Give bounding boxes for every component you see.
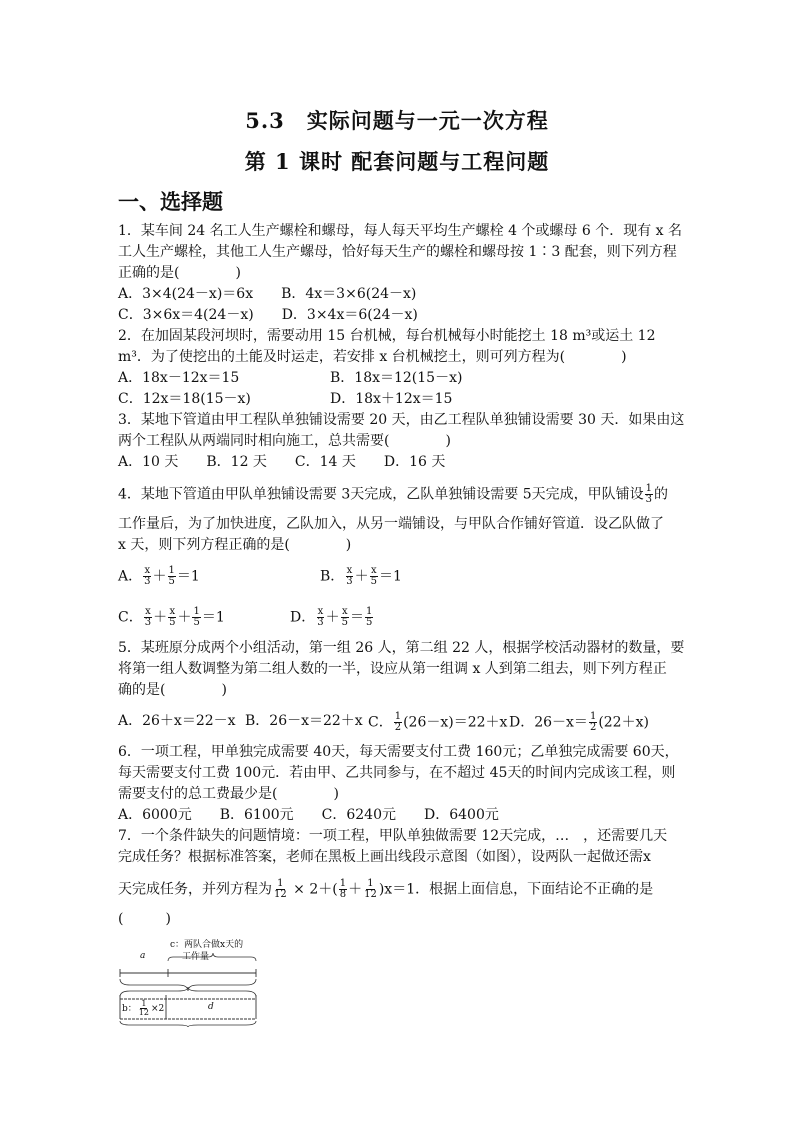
- q2-line-2: m³．为了使挖出的土能及时运走，若安排 x 台机械挖土，则可列方程为( ): [118, 349, 627, 365]
- diagram-label-b: b： $\frac{1}{12}$ ×2: [122, 999, 165, 1017]
- q2-option-b: B．18x＝12(15－x): [330, 370, 463, 386]
- diagram-label-d: d: [208, 1002, 214, 1012]
- q1-options-cd: C．3×6x＝4(24－x) D．3×4x＝6(24－x): [118, 307, 418, 323]
- diagram-label-a: a: [140, 951, 146, 961]
- q1-line-2: 工人生产螺栓，其他工人生产螺母，恰好每天生产的螺栓和螺母按 1∶3 配套，则下列方程: [118, 244, 677, 260]
- q4-fraction-one-third: $\frac{1}{3}$: [645, 483, 652, 505]
- q2-option-a: A．18x－12x＝15: [118, 370, 240, 386]
- q1-line-1: 1．某车间 24 名工人生产螺栓和螺母，每人每天平均生产螺栓 4 个或螺母 6 个．现有 x 名: [118, 223, 683, 239]
- lesson-title: 5.3 实际问题与一元一次方程: [245, 108, 549, 133]
- q4-option-d: D． $\frac{x}{3}$ ＋ $\frac{x}{5}$ ＝ $\frac{1}{5}$: [290, 606, 373, 628]
- q5-option-d: D．26－x＝ $\frac{1}{2}$ (22＋x): [509, 711, 649, 733]
- q3-line-1: 3．某地下管道由甲工程队单独铺设需要 20 天，由乙工程队单独铺设需要 30 天．如果由这: [118, 412, 685, 428]
- q4-line-2: 工作量后，为了加快进度，乙队加入，从另一端铺设，与甲队合作铺好管道．设乙队做了: [118, 516, 664, 532]
- q7-line-2: 完成任务？根据标准答案，老师在黑板上画出线段示意图（如图），设两队一起做还需x: [118, 849, 651, 865]
- q5-option-c: C． $\frac{1}{2}$ (26－x)＝22＋x: [368, 711, 508, 733]
- q7-line-3: 天完成任务，并列方程为 $\frac{1}{12}$ × 2＋( $\frac{1}{8}$ ＋ $\frac{1}{12}$ )x＝1．根据上面信息，下面结论不正确的是: [118, 878, 654, 900]
- q5-line-1: 5．某班原分成两个小组活动，第一组 26 人，第二组 22 人，根据学校活动器材的数量，要: [118, 640, 685, 656]
- q5-line-3: 确的是( ): [118, 682, 227, 698]
- diagram-label-c-2: 工作量: [182, 952, 210, 962]
- q5-option-b: B．26－x＝22＋x: [245, 713, 363, 729]
- q2-option-c: C．12x＝18(15－x): [118, 391, 251, 407]
- q3-options: A．10 天 B．12 天 C．14 天 D．16 天: [118, 454, 446, 470]
- q2-line-1: 2．在加固某段河坝时，需要动用 15 台机械，每台机械每小时能挖土 18 m³或运土 12: [118, 328, 656, 344]
- segment-diagram: [118, 935, 258, 1027]
- q6-options: A．6000元 B．6100元 C．6240元 D．6400元: [118, 807, 499, 823]
- q6-line-3: 需要支付的总工费最少是( ): [118, 786, 339, 802]
- q1-options-ab: A．3×4(24－x)＝6x B．4x＝3×6(24－x): [118, 286, 417, 302]
- q7-line-1: 7．一个条件缺失的问题情境：一项工程，甲队单独做需要 12天完成，… ，还需要几天: [118, 828, 668, 844]
- q5-option-a: A．26＋x＝22－x: [118, 713, 236, 729]
- q4-line-1: 4．某地下管道由甲队单独铺设需要 3天完成，乙队单独铺设需要 5天完成，甲队铺设 $\frac{1}{3}$ 的: [118, 483, 668, 505]
- q4-option-c: C． $\frac{x}{3}$ ＋ $\frac{x}{5}$ ＋ $\frac{1}{5}$ ＝1: [118, 606, 225, 628]
- q2-option-d: D．18x＋12x＝15: [330, 391, 453, 407]
- q6-line-2: 每天需要支付工费 100元．若由甲、乙共同参与，在不超过 45天的时间内完成该工程，则: [118, 765, 676, 781]
- q3-line-2: 两个工程队从两端同时相向施工，总共需要( ): [118, 433, 451, 449]
- q7-line-4: ( ): [118, 911, 171, 927]
- q4-option-b: B． $\frac{x}{3}$ ＋ $\frac{x}{5}$ ＝1: [320, 565, 402, 587]
- q4-option-a: A． $\frac{x}{3}$ ＋ $\frac{1}{5}$ ＝1: [118, 565, 200, 587]
- diagram-label-c: c：两队合做x天的: [170, 940, 244, 950]
- q5-line-2: 将第一组人数调整为第二组人数的一半，设应从第一组调 x 人到第二组去，则下列方程正: [118, 661, 667, 677]
- q4-line-3: x 天，则下列方程正确的是( ): [118, 537, 352, 553]
- lesson-subtitle: 第 1 课时 配套问题与工程问题: [244, 149, 550, 174]
- q6-line-1: 6．一项工程，甲单独完成需要 40天，每天需要支付工费 160元；乙单独完成需要 60天，: [118, 744, 679, 760]
- section-heading: 一、选择题: [118, 189, 223, 214]
- q4-line-1-text: 4．某地下管道由甲队单独铺设需要 3天完成，乙队单独铺设需要 5天完成，甲队铺设: [118, 486, 644, 503]
- q1-line-3: 正确的是( ): [118, 265, 241, 281]
